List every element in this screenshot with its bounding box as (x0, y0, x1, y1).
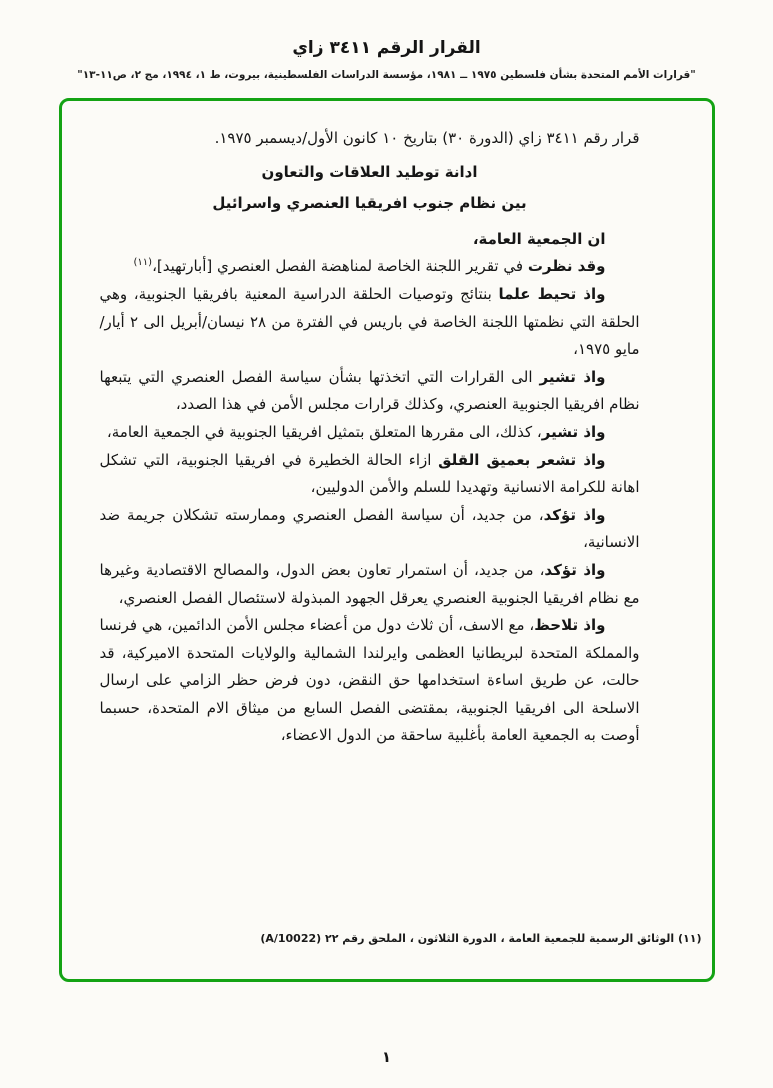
paragraph-text: ، من جديد، أن استمرار تعاون بعض الدول، والمصالح الاقتصادية وغيرها مع نظام افريقيا الجنوبية العنصري يعرقل الجهود المبذولة لاستئصال الفصل العنصري، (99, 560, 640, 607)
preamble-paragraph (100, 612, 640, 750)
opening-text: ان الجمعية العامة، (472, 229, 606, 248)
document-header (0, 0, 773, 81)
preamble-paragraph (100, 364, 640, 419)
paragraph-text: بنتائج وتوصيات الحلقة الدراسية المعنية بافريقيا الجنوبية، وهي الحلقة التي نظمتها اللجنة الخاصة في باريس في الفترة من ٢٨ نيسان/أبريل الى ٢ أيار/مايو ١٩٧٥، (99, 284, 640, 359)
page-number: ١ (381, 1048, 392, 1066)
preamble-paragraph (100, 502, 640, 557)
paragraph-lead: واذ تحيط علما (498, 284, 606, 303)
paragraph-lead: واذ تشير (541, 422, 606, 441)
preamble-paragraph (100, 447, 640, 502)
resolution-subject (100, 159, 640, 218)
preamble-paragraph (100, 253, 640, 281)
paragraph-lead: واذ تلاحظ (534, 616, 606, 635)
resolution-opening (100, 226, 640, 254)
resolution-subject-line-1: ادانة توطيد العلاقات والتعاون (261, 162, 478, 181)
resolution-frame (59, 98, 715, 982)
preamble-paragraph (100, 557, 640, 612)
resolution-content (62, 101, 712, 979)
preamble-paragraph (100, 419, 640, 447)
paragraph-text: ، مع الاسف، أن ثلاث دول من أعضاء مجلس الأمن الدائمين، هي فرنسا والمملكة المتحدة لبريطانيا العظمى وايرلندا الشمالية والولايات المتحدة الاميركية، قد حالت، عن طريق اساءة استخدامها حق النقض، دون فرض حظر الزامي على ارسال الاسلحة الى افريقيا الجنوبية، بمقتضى الفصل السابع من ميثاق الام المتحدة، حسبما أوصت به الجمعية العامة بأغلبية ساحقة من الدول الاعضاء، (99, 616, 640, 745)
paragraph-text: ، من جديد، أن سياسة الفصل العنصري وممارسته تشكلان جريمة ضد الانسانية، (99, 505, 640, 552)
paragraph-text: الى القرارات التي اتخذتها بشأن سياسة الفصل العنصري التي يتبعها نظام افريقيا الجنوبية العنصري، وكذلك قرارات مجلس الأمن في هذا الصدد، (99, 367, 640, 414)
paragraph-lead: واذ تشعر بعميق القلق (438, 450, 606, 469)
paragraph-lead: واذ تؤكد (544, 560, 606, 579)
resolution-title: القرار الرقم ٣٤١١ زاي (292, 38, 481, 58)
footnote-marker: (١١) (133, 257, 153, 269)
paragraph-text: في تقرير اللجنة الخاصة لمناهضة الفصل العنصري [أبارتهيد]، (152, 257, 528, 276)
paragraph-lead: وقد نظرت (527, 257, 606, 276)
paragraph-lead: واذ تشير (539, 367, 606, 386)
footnote: (١١) الوثائق الرسمية للجمعية العامة ، الدورة الثلاثون ، الملحق رقم ٢٢ (A/10022) (260, 932, 702, 945)
paragraph-lead: واذ تؤكد (543, 505, 606, 524)
resolution-subject-line-2: بين نظام جنوب افريقيا العنصري واسرائيل (212, 194, 527, 213)
resolution-intro: قرار رقم ٣٤١١ زاي (الدورة ٣٠) بتاريخ ١٠ كانون الأول/ديسمبر ١٩٧٥. (214, 129, 640, 147)
preamble-paragraph (100, 281, 640, 364)
source-citation: "قرارات الأمم المتحدة بشأن فلسطين ١٩٧٥ ــ ١٩٨١، مؤسسة الدراسات الفلسطينية، بيروت، ط ١، ١٩٩٤، مج ٢، ص١١-١٣" (77, 69, 696, 81)
paragraph-text: ازاء الحالة الخطيرة في افريقيا الجنوبية، التي تشكل اهانة للكرامة الانسانية وتهديدا للسلم والأمن الدوليين، (99, 450, 640, 497)
paragraph-text: ، كذلك، الى مقررها المتعلق بتمثيل افريقيا الجنوبية في الجمعية العامة، (106, 422, 542, 441)
